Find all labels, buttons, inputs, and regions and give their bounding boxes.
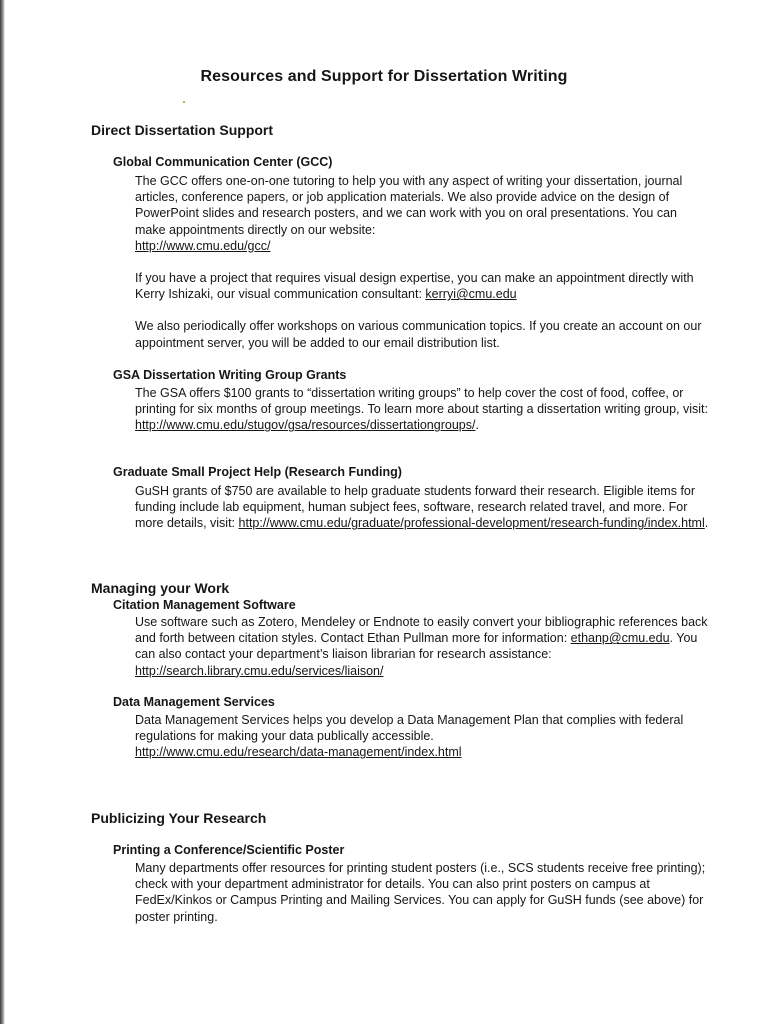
data-management-link[interactable]: http://www.cmu.edu/research/data-management/index.html xyxy=(135,745,462,760)
gush-text: GuSH grants of $750 are available to help graduate students forward their research. Eligible items for funding include lab equipment, human subject fees, software, research related travel, and more. For more details, visit: xyxy=(135,484,696,531)
gcc-body xyxy=(135,173,710,351)
gsa-body xyxy=(135,385,710,434)
document-title: Resources and Support for Dissertation Writing xyxy=(200,68,568,85)
ethan-email-link[interactable]: ethanp@cmu.edu xyxy=(570,631,670,646)
citation-text: Use software such as Zotero, Mendeley or Endnote to easily convert your bibliographic references back and forth between citation styles. Contact Ethan Pullman more for information: xyxy=(135,615,708,646)
data-management-body xyxy=(135,712,710,761)
gush-link-period: . xyxy=(704,516,709,531)
subheading-gush: Graduate Small Project Help (Research Funding) xyxy=(113,465,402,479)
gush-body xyxy=(135,483,710,532)
scan-speck xyxy=(183,101,185,103)
subheading-data-management: Data Management Services xyxy=(113,695,275,709)
section-heading-direct-support: Direct Dissertation Support xyxy=(91,122,274,138)
citation-body xyxy=(135,614,710,679)
gcc-paragraph-3: We also periodically offer workshops on various communication topics. If you create an account on our appointment server, you will be added to our email distribution list. xyxy=(135,319,702,350)
gush-link[interactable]: http://www.cmu.edu/graduate/professional-development/research-funding/index.html xyxy=(238,516,705,531)
poster-body xyxy=(135,860,710,925)
gcc-paragraph-1: The GCC offers one-on-one tutoring to help you with any aspect of writing your dissertation, journal articles, conference papers, or job application materials. We also provide advice on the design of PowerPoint slides and research posters, and we can work with you on oral presentations. You can make appointments directly on our website: xyxy=(135,174,683,237)
gcc-website-link[interactable]: http://www.cmu.edu/gcc/ xyxy=(135,238,271,253)
gsa-link-period: . xyxy=(475,418,479,433)
subheading-gsa-grants: GSA Dissertation Writing Group Grants xyxy=(113,368,347,382)
gcc-paragraph-2: If you have a project that requires visual design expertise, you can make an appointment directly with Kerry Ishizaki, our visual communication consultant: xyxy=(135,271,694,302)
subheading-gcc: Global Communication Center (GCC) xyxy=(113,155,333,169)
citation-text-2: . You can also contact your department’s liaison librarian for research assistance: xyxy=(135,631,698,662)
kerry-email-link[interactable]: kerryi@cmu.edu xyxy=(425,287,517,302)
liaison-link[interactable]: http://search.library.cmu.edu/services/liaison/ xyxy=(135,663,384,678)
section-heading-managing-work: Managing your Work xyxy=(91,580,230,596)
section-heading-publicizing: Publicizing Your Research xyxy=(91,810,267,826)
subheading-poster-printing: Printing a Conference/Scientific Poster xyxy=(113,843,345,857)
gsa-link[interactable]: http://www.cmu.edu/stugov/gsa/resources/dissertationgroups/ xyxy=(135,418,476,433)
subheading-citation-management: Citation Management Software xyxy=(113,598,296,612)
gsa-text: The GSA offers $100 grants to “dissertation writing groups” to help cover the cost of food, coffee, or printing for six months of group meetings. To learn more about starting a dissertation writing group, visit: xyxy=(135,386,708,417)
poster-text: Many departments offer resources for printing student posters (i.e., SCS students receive free printing); check with your department administrator for details. You can also print posters on campus at FedEx/Kinkos or Campus Printing and Mailing Services. You can apply for GuSH funds (see above) for poster printing. xyxy=(135,861,706,924)
data-management-text: Data Management Services helps you develop a Data Management Plan that complies with federal regulations for making your data publically accessible. xyxy=(135,713,684,744)
